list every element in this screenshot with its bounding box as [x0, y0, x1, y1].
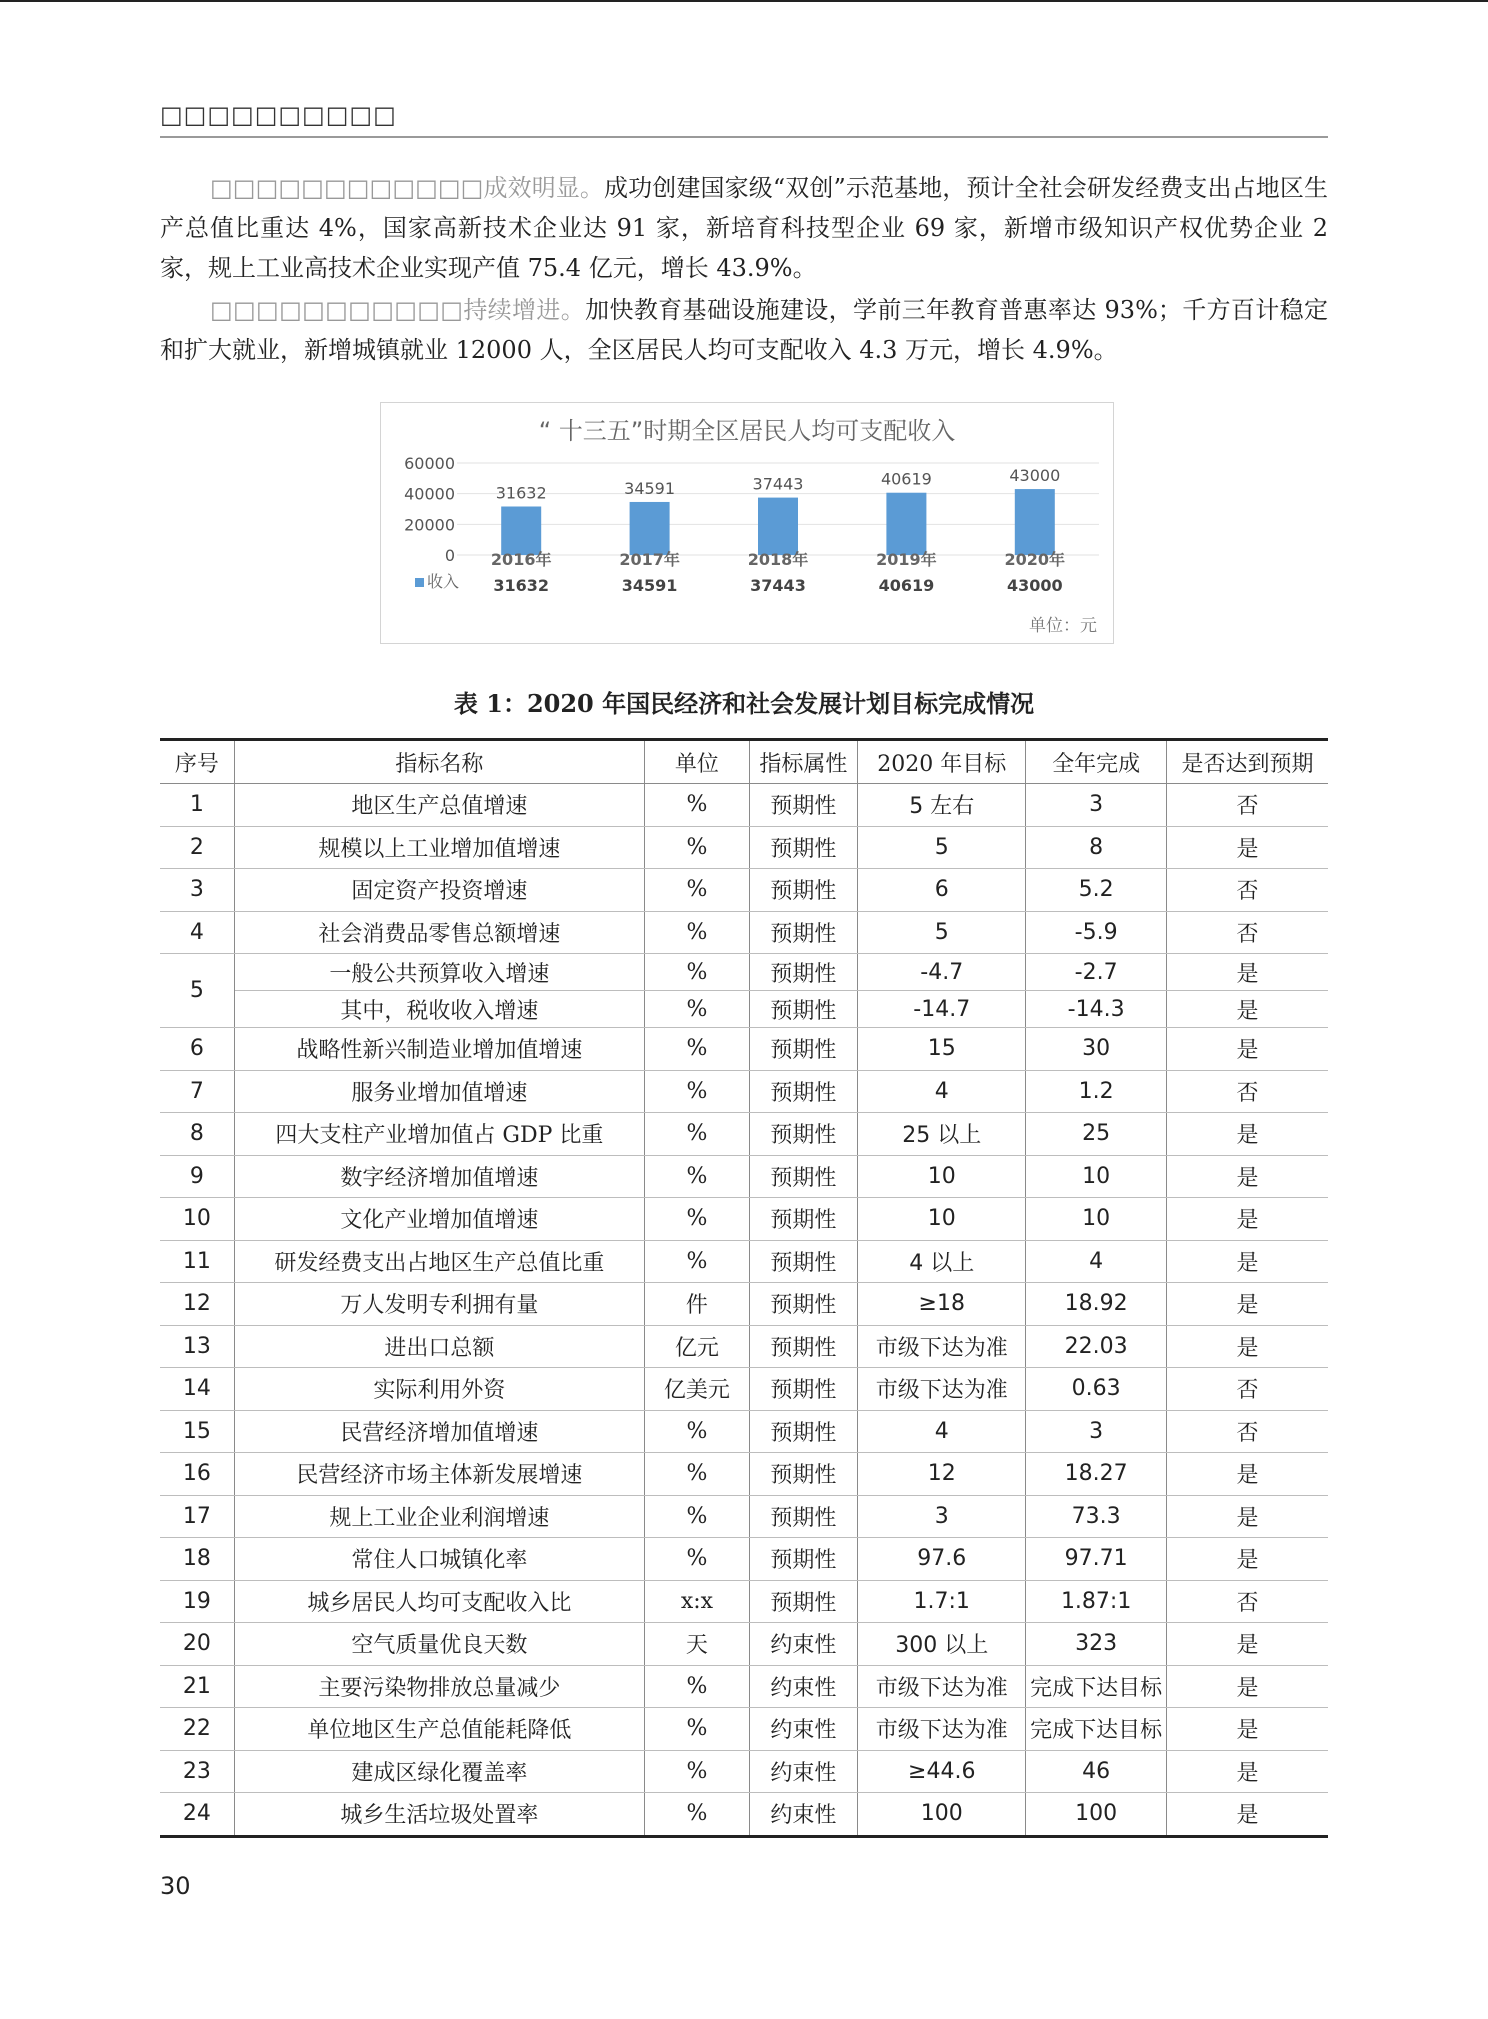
- paragraph-text: 加快教育基础设施建设，学前三年教育普惠率达 93%；千方百计稳定和扩大就业，新增城镇就业 12000 人，全区居民人均可支配收入 4.3 万元，增长 4.9%。: [160, 296, 1328, 364]
- cell-attribute: 约束性: [749, 1750, 857, 1793]
- col-header-index: 序号: [160, 740, 234, 784]
- cell-completed: 4: [1026, 1240, 1167, 1283]
- bar-value-label: 40619: [880, 469, 932, 489]
- cell-completed: 3: [1026, 784, 1167, 827]
- data-table-value: 37443: [750, 576, 806, 595]
- cell-target: 5: [858, 911, 1026, 954]
- cell-completed: 323: [1026, 1623, 1167, 1666]
- table-row: [160, 869, 1328, 912]
- x-category-label: 2019年: [876, 550, 937, 569]
- cell-attribute: 预期性: [749, 954, 857, 991]
- cell-unit: %: [645, 1793, 750, 1837]
- cell-target: 6: [858, 869, 1026, 912]
- cell-achieved: 是: [1166, 1113, 1328, 1156]
- cell-attribute: 预期性: [749, 1028, 857, 1071]
- cell-target: 4 以上: [858, 1240, 1026, 1283]
- table-row: [160, 1623, 1328, 1666]
- x-category-label: 2017年: [619, 550, 680, 569]
- cell-completed: 18.92: [1026, 1283, 1167, 1326]
- legend: [415, 572, 459, 591]
- cell-unit: 亿元: [645, 1325, 750, 1368]
- cell-index: 19: [160, 1580, 234, 1623]
- cell-unit: 天: [645, 1623, 750, 1666]
- cell-index: 15: [160, 1410, 234, 1453]
- cell-completed: 22.03: [1026, 1325, 1167, 1368]
- cell-attribute: 预期性: [749, 1240, 857, 1283]
- cell-index: 21: [160, 1665, 234, 1708]
- cell-index: 7: [160, 1070, 234, 1113]
- cell-index: 20: [160, 1623, 234, 1666]
- cell-unit: %: [645, 1070, 750, 1113]
- cell-indicator: 服务业增加值增速: [234, 1070, 645, 1113]
- cell-attribute: 预期性: [749, 1283, 857, 1326]
- cell-attribute: 预期性: [749, 869, 857, 912]
- cell-target: 市级下达为准: [858, 1368, 1026, 1411]
- cell-unit: %: [645, 1708, 750, 1751]
- cell-target: 10: [858, 1198, 1026, 1241]
- cell-indicator: 建成区绿化覆盖率: [234, 1750, 645, 1793]
- cell-attribute: 约束性: [749, 1665, 857, 1708]
- col-header-achieved: 是否达到预期: [1166, 740, 1328, 784]
- cell-achieved: 是: [1166, 1155, 1328, 1198]
- cell-completed: 完成下达目标: [1026, 1665, 1167, 1708]
- cell-target: ≥18: [858, 1283, 1026, 1326]
- cell-indicator: 研发经费支出占地区生产总值比重: [234, 1240, 645, 1283]
- cell-index: 9: [160, 1155, 234, 1198]
- cell-achieved: 是: [1166, 1538, 1328, 1581]
- table-row: [160, 1240, 1328, 1283]
- bar-labels: [496, 466, 1061, 502]
- table-row: [160, 1580, 1328, 1623]
- cell-target: 10: [858, 1155, 1026, 1198]
- cell-unit: %: [645, 1410, 750, 1453]
- table-row: [160, 1283, 1328, 1326]
- cell-indicator: 民营经济增加值增速: [234, 1410, 645, 1453]
- cell-completed: 1.87:1: [1026, 1580, 1167, 1623]
- cell-indicator: 空气质量优良天数: [234, 1623, 645, 1666]
- col-header-indicator: 指标名称: [234, 740, 645, 784]
- cell-index: 12: [160, 1283, 234, 1326]
- cell-indicator: 地区生产总值增速: [234, 784, 645, 827]
- cell-completed: 0.63: [1026, 1368, 1167, 1411]
- table-row: [160, 1113, 1328, 1156]
- table-row: [160, 1708, 1328, 1751]
- cell-unit: %: [645, 784, 750, 827]
- cell-index: 10: [160, 1198, 234, 1241]
- table-row: [160, 1198, 1328, 1241]
- cell-unit: 件: [645, 1283, 750, 1326]
- table-row: [160, 1070, 1328, 1113]
- cell-target: 市级下达为准: [858, 1665, 1026, 1708]
- cell-completed: 3: [1026, 1410, 1167, 1453]
- cell-target: 4: [858, 1070, 1026, 1113]
- unit-note: 单位：元: [1029, 616, 1097, 636]
- cell-unit: %: [645, 1028, 750, 1071]
- cell-achieved: 是: [1166, 1240, 1328, 1283]
- cell-completed: -5.9: [1026, 911, 1167, 954]
- cell-index: 3: [160, 869, 234, 912]
- cell-achieved: 是: [1166, 1198, 1328, 1241]
- cell-completed: 100: [1026, 1793, 1167, 1837]
- col-header-attribute: 指标属性: [749, 740, 857, 784]
- cell-index: 17: [160, 1495, 234, 1538]
- table-row: [160, 1453, 1328, 1496]
- page-header: [160, 100, 1328, 138]
- cell-unit: %: [645, 1113, 750, 1156]
- cell-target: 3: [858, 1495, 1026, 1538]
- cell-index: 23: [160, 1750, 234, 1793]
- bar: [758, 498, 798, 555]
- table-body: [160, 784, 1328, 1837]
- table-row: [160, 911, 1328, 954]
- cell-indicator: 规模以上工业增加值增速: [234, 826, 645, 869]
- y-tick-label: 20000: [404, 515, 455, 535]
- table-row: [160, 1793, 1328, 1837]
- page-top-border: [0, 0, 1488, 2]
- data-table-value: 34591: [621, 576, 678, 595]
- cell-target: -4.7: [858, 954, 1026, 991]
- table-row: [160, 1495, 1328, 1538]
- cell-indicator: 民营经济市场主体新发展增速: [234, 1453, 645, 1496]
- cell-attribute: 预期性: [749, 1155, 857, 1198]
- cell-attribute: 约束性: [749, 1623, 857, 1666]
- cell-achieved: 是: [1166, 1708, 1328, 1751]
- cell-attribute: 预期性: [749, 1495, 857, 1538]
- col-header-target: 2020 年目标: [858, 740, 1026, 784]
- cell-indicator: 社会消费品零售总额增速: [234, 911, 645, 954]
- cell-achieved: 是: [1166, 1495, 1328, 1538]
- y-tick-label: 40000: [404, 484, 455, 504]
- cell-unit: %: [645, 1453, 750, 1496]
- cell-unit: %: [645, 954, 750, 991]
- cell-completed: 完成下达目标: [1026, 1708, 1167, 1751]
- cell-achieved: 否: [1166, 1070, 1328, 1113]
- cell-indicator: 固定资产投资增速: [234, 869, 645, 912]
- cell-index: 13: [160, 1325, 234, 1368]
- x-category-label: 2020年: [1004, 550, 1066, 569]
- cell-unit: %: [645, 991, 750, 1028]
- cell-indicator: 进出口总额: [234, 1325, 645, 1368]
- cell-target: 1.7:1: [858, 1580, 1026, 1623]
- cell-attribute: 预期性: [749, 826, 857, 869]
- cell-target: 市级下达为准: [858, 1708, 1026, 1751]
- cell-completed: 46: [1026, 1750, 1167, 1793]
- bar-value-label: 37443: [752, 474, 804, 494]
- cell-indicator: 单位地区生产总值能耗降低: [234, 1708, 645, 1751]
- table-row: [160, 1325, 1328, 1368]
- paragraph-lead: □□□□□□□□□□□持续增进。: [210, 296, 586, 324]
- data-table-values: [493, 576, 1062, 595]
- cell-unit: %: [645, 1495, 750, 1538]
- cell-achieved: 否: [1166, 1368, 1328, 1411]
- cell-attribute: 预期性: [749, 1325, 857, 1368]
- col-header-unit: 单位: [645, 740, 750, 784]
- cell-unit: %: [645, 826, 750, 869]
- data-table-value: 43000: [1006, 576, 1063, 595]
- cell-achieved: 是: [1166, 826, 1328, 869]
- table-row: [160, 1410, 1328, 1453]
- cell-index: 1: [160, 784, 234, 827]
- cell-index: 5: [160, 954, 234, 1028]
- cell-unit: %: [645, 1665, 750, 1708]
- cell-achieved: 否: [1166, 911, 1328, 954]
- bar-value-label: 31632: [495, 483, 547, 503]
- table-row: [160, 826, 1328, 869]
- table-caption: 表 1：2020 年国民经济和社会发展计划目标完成情况: [453, 689, 1035, 718]
- y-tick-label: 60000: [404, 454, 455, 473]
- cell-completed: 5.2: [1026, 869, 1167, 912]
- cell-completed: 8: [1026, 826, 1167, 869]
- cell-indicator: 四大支柱产业增加值占 GDP 比重: [234, 1113, 645, 1156]
- cell-target: 97.6: [858, 1538, 1026, 1581]
- cell-target: 15: [858, 1028, 1026, 1071]
- cell-indicator: 规上工业企业利润增速: [234, 1495, 645, 1538]
- bars: [501, 489, 1055, 555]
- paragraph-lead: □□□□□□□□□□□□成效明显。: [210, 174, 605, 202]
- paragraph-innovation: [160, 168, 1328, 288]
- paragraph-livelihood: [160, 290, 1328, 370]
- cell-completed: 73.3: [1026, 1495, 1167, 1538]
- cell-achieved: 是: [1166, 954, 1328, 991]
- cell-achieved: 是: [1166, 1028, 1328, 1071]
- bar: [886, 493, 926, 555]
- bar-value-label: 43000: [1009, 466, 1061, 486]
- cell-unit: %: [645, 1750, 750, 1793]
- cell-achieved: 否: [1166, 869, 1328, 912]
- header-title: □□□□□□□□□□: [160, 100, 397, 129]
- cell-target: 5: [858, 826, 1026, 869]
- cell-attribute: 约束性: [749, 1708, 857, 1751]
- cell-target: 市级下达为准: [858, 1325, 1026, 1368]
- data-table-value: 31632: [493, 576, 550, 595]
- cell-index: 8: [160, 1113, 234, 1156]
- cell-attribute: 预期性: [749, 1113, 857, 1156]
- bar-value-label: 34591: [624, 478, 676, 498]
- cell-completed: 10: [1026, 1155, 1167, 1198]
- y-axis: [404, 454, 455, 565]
- cell-index: 22: [160, 1708, 234, 1751]
- cell-completed: 1.2: [1026, 1070, 1167, 1113]
- paragraph-text: 成功创建国家级“双创”示范基地，预计全社会研发经费支出占地区生产总值比重达 4%，国家高新技术企业达 91 家，新培育科技型企业 69 家，新增市级知识产权优势企业 2 家，规上工业高技术企业实现产值 75.4 亿元，增长 43.9%。: [160, 174, 1328, 282]
- cell-completed: -14.3: [1026, 991, 1167, 1028]
- cell-attribute: 预期性: [749, 1410, 857, 1453]
- cell-indicator: 城乡生活垃圾处置率: [234, 1793, 645, 1837]
- cell-completed: 25: [1026, 1113, 1167, 1156]
- cell-unit: %: [645, 1240, 750, 1283]
- cell-completed: 30: [1026, 1028, 1167, 1071]
- cell-achieved: 否: [1166, 1580, 1328, 1623]
- cell-unit: 亿美元: [645, 1368, 750, 1411]
- cell-indicator: 其中，税收收入增速: [234, 991, 645, 1028]
- legend-swatch: [415, 578, 424, 587]
- table-row: [160, 1750, 1328, 1793]
- cell-attribute: 预期性: [749, 1580, 857, 1623]
- cell-attribute: 预期性: [749, 1070, 857, 1113]
- col-header-completed: 全年完成: [1026, 740, 1167, 784]
- cell-indicator: 常住人口城镇化率: [234, 1538, 645, 1581]
- cell-achieved: 是: [1166, 1750, 1328, 1793]
- cell-target: 12: [858, 1453, 1026, 1496]
- cell-index: 2: [160, 826, 234, 869]
- cell-attribute: 预期性: [749, 1453, 857, 1496]
- cell-achieved: 是: [1166, 991, 1328, 1028]
- cell-attribute: 预期性: [749, 1198, 857, 1241]
- cell-indicator: 文化产业增加值增速: [234, 1198, 645, 1241]
- cell-index: 16: [160, 1453, 234, 1496]
- table-row: [160, 1368, 1328, 1411]
- cell-indicator: 万人发明专利拥有量: [234, 1283, 645, 1326]
- cell-achieved: 是: [1166, 1453, 1328, 1496]
- cell-unit: %: [645, 869, 750, 912]
- y-tick-label: 0: [444, 546, 455, 565]
- cell-achieved: 是: [1166, 1793, 1328, 1837]
- legend-label: 收入: [427, 572, 460, 591]
- table-row: [160, 1665, 1328, 1708]
- cell-attribute: 预期性: [749, 991, 857, 1028]
- cell-indicator: 一般公共预算收入增速: [234, 954, 645, 991]
- table-row: [160, 1155, 1328, 1198]
- cell-indicator: 战略性新兴制造业增加值增速: [234, 1028, 645, 1071]
- x-category-label: 2016年: [490, 550, 552, 569]
- cell-target: 100: [858, 1793, 1026, 1837]
- cell-indicator: 主要污染物排放总量减少: [234, 1665, 645, 1708]
- cell-target: 4: [858, 1410, 1026, 1453]
- cell-index: 18: [160, 1538, 234, 1581]
- category-labels: [491, 550, 1065, 569]
- cell-index: 6: [160, 1028, 234, 1071]
- cell-index: 14: [160, 1368, 234, 1411]
- cell-unit: %: [645, 1198, 750, 1241]
- chart-title: “ 十三五”时期全区居民人均可支配收入: [538, 417, 956, 445]
- plan-target-table: [160, 738, 1328, 1838]
- cell-achieved: 是: [1166, 1325, 1328, 1368]
- table-row: [160, 954, 1328, 991]
- table-header-row: [160, 740, 1328, 784]
- cell-achieved: 是: [1166, 1283, 1328, 1326]
- bar: [630, 502, 670, 555]
- cell-achieved: 是: [1166, 1665, 1328, 1708]
- cell-completed: 18.27: [1026, 1453, 1167, 1496]
- cell-index: 11: [160, 1240, 234, 1283]
- cell-completed: -2.7: [1026, 954, 1167, 991]
- cell-attribute: 预期性: [749, 1538, 857, 1581]
- table-row: [160, 991, 1328, 1028]
- income-chart-svg: [381, 403, 1113, 643]
- table-row: [160, 1028, 1328, 1071]
- cell-unit: %: [645, 1155, 750, 1198]
- cell-indicator: 数字经济增加值增速: [234, 1155, 645, 1198]
- income-chart: [380, 402, 1114, 644]
- cell-unit: %: [645, 911, 750, 954]
- cell-target: ≥44.6: [858, 1750, 1026, 1793]
- data-table-value: 40619: [878, 576, 935, 595]
- cell-target: 5 左右: [858, 784, 1026, 827]
- cell-completed: 97.71: [1026, 1538, 1167, 1581]
- cell-achieved: 否: [1166, 1410, 1328, 1453]
- cell-completed: 10: [1026, 1198, 1167, 1241]
- cell-indicator: 实际利用外资: [234, 1368, 645, 1411]
- cell-unit: %: [645, 1538, 750, 1581]
- table-row: [160, 1538, 1328, 1581]
- bar: [501, 506, 541, 555]
- cell-target: 25 以上: [858, 1113, 1026, 1156]
- cell-target: 300 以上: [858, 1623, 1026, 1666]
- cell-attribute: 预期性: [749, 911, 857, 954]
- cell-indicator: 城乡居民人均可支配收入比: [234, 1580, 645, 1623]
- cell-achieved: 否: [1166, 784, 1328, 827]
- page-number: 30: [160, 1872, 191, 1900]
- bar: [1015, 489, 1055, 555]
- cell-target: -14.7: [858, 991, 1026, 1028]
- x-category-label: 2018年: [747, 550, 809, 569]
- cell-unit: x:x: [645, 1580, 750, 1623]
- cell-attribute: 预期性: [749, 1368, 857, 1411]
- cell-attribute: 约束性: [749, 1793, 857, 1837]
- cell-achieved: 是: [1166, 1623, 1328, 1666]
- table-row: [160, 784, 1328, 827]
- cell-index: 24: [160, 1793, 234, 1837]
- cell-index: 4: [160, 911, 234, 954]
- cell-attribute: 预期性: [749, 784, 857, 827]
